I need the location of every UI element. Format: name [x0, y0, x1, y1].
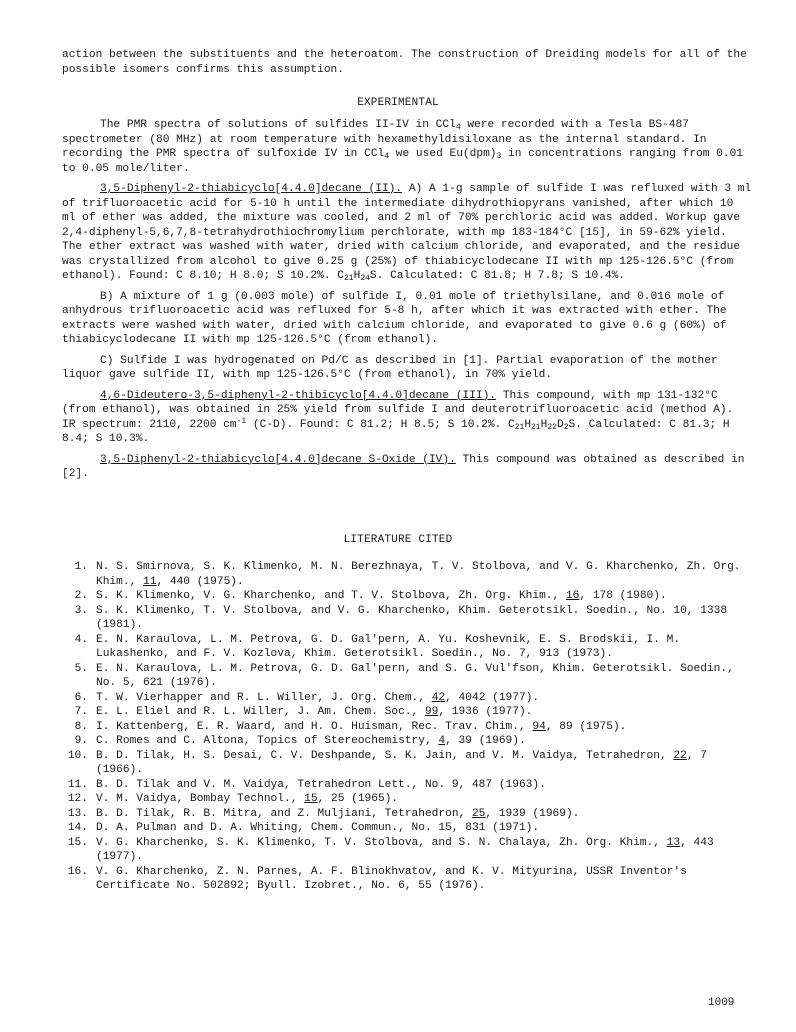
- reference-text: V. G. Kharchenko, S. K. Klimenko, T. V. Stolbova, and S. N. Chalaya, Zh. Org. Khim., 13, 443 (1977).: [96, 836, 714, 863]
- reference-number: 2.: [74, 590, 88, 602]
- reference-item: [62, 749, 754, 778]
- reference-number: 4.: [74, 633, 88, 646]
- reference-list: [62, 560, 754, 894]
- reference-number: 3.: [74, 604, 88, 617]
- compound-iii-title: 4,6-Dideutero-3,5-diphenyl-2-thibicyclo[4.4.0]decane (III).: [100, 389, 497, 402]
- compound-iv-title: 3,5-Diphenyl-2-thiabicyclo[4.4.0]decane S-Oxide (IV).: [100, 453, 456, 466]
- reference-item: [62, 865, 754, 894]
- method-b-paragraph: B) A mixture of 1 g (0.003 mole) of sulfide I, 0.01 mole of triethylsilane, and 0.016 mole of anhydrous trifluoroacetic acid was refluxed for 5-8 h, after which it was extracted with ether. The extracts were washed with water, dried with calcium chloride, and evaporated to give 0.6 g (60%) of thiabicyclodecane II with mp 125-126.5°C (from ethanol).: [62, 290, 727, 346]
- reference-item: [62, 604, 754, 633]
- reference-volume: 11: [143, 575, 157, 588]
- page-number: 1009: [708, 997, 735, 1009]
- reference-item: [62, 720, 754, 735]
- reference-volume: 16: [565, 590, 580, 602]
- reference-text: V. G. Kharchenko, Z. N. Parnes, A. F. Blinokhvatov, and K. V. Mityurina, USSR Inventor's Certificate No. 502892; Byull. Izobret., No. 6, 55 (1976).: [96, 865, 687, 892]
- reference-item: [62, 792, 754, 807]
- compound-iii-paragraph: 4,6-Dideutero-3,5-diphenyl-2-thibicyclo[4.4.0]decane (III). This compound, with mp 131-132°C (from ethanol), was obtained in 25% yield from sulfide I and deuterotrifluoroacetic acid (method A). IR spectrum: 2110, 2200 $cm^{-1}$ (C-D). Found: C 81.2; H 8.5; S 10.2%. $C_{21}H_{21}H_{22}D_2S$. Calculated: C 81.3; H 8.4; S 10.3%.: [62, 389, 734, 445]
- reference-volume: 4: [438, 735, 446, 747]
- method-c-paragraph: C) Sulfide I was hydrogenated on Pd/C as described in [1]. Partial evaporation of the mother liquor gave sulfide II, with mp 125-126.5°C (from ethanol), in 70% yield.: [62, 354, 718, 381]
- reference-text: S. K. Klimenko, V. G. Kharchenko, and T. V. Stolbova, Zh. Org. Khim., 16, 178 (1980).: [96, 590, 667, 602]
- reference-text: B. D. Tilak, R. B. Mitra, and Z. Muljiani, Tetrahedron, 25, 1939 (1969).: [96, 807, 580, 820]
- reference-number: 6.: [74, 691, 88, 704]
- reference-volume: 22: [673, 749, 687, 762]
- reference-text: N. S. Smirnova, S. K. Klimenko, M. N. Berezhnaya, T. V. Stolbova, and V. G. Kharchenko, Zh. Org. Khim., 11, 440 (1975).: [96, 561, 741, 588]
- reference-volume: 25: [471, 807, 486, 820]
- reference-text: B. D. Tilak and V. M. Vaidya, Tetrahedron Lett., No. 9, 487 (1963).: [96, 778, 546, 791]
- reference-item: [62, 821, 754, 836]
- reference-number: 11.: [67, 778, 88, 791]
- reference-number: 10.: [67, 749, 88, 762]
- reference-number: 12.: [67, 793, 88, 805]
- compound-iv-paragraph: 3,5-Diphenyl-2-thiabicyclo[4.4.0]decane S-Oxide (IV). This compound was obtained as described in [2].: [62, 453, 745, 480]
- reference-text: B. D. Tilak, H. S. Desai, C. V. Deshpande, S. K. Jain, and V. M. Vaidya, Tetrahedron, 22, 7 (1966).: [96, 749, 707, 776]
- reference-number: 8.: [74, 720, 88, 733]
- reference-item: [62, 836, 754, 865]
- reference-volume: 99: [424, 706, 439, 718]
- reference-text: E. N. Karaulova, L. M. Petrova, G. D. Gal'pern, and S. G. Vul'fson, Khim. Geterotsikl. Soedin., No. 5, 621 (1976).: [96, 662, 734, 689]
- pmr-paragraph: The PMR spectra of solutions of sulfides II-IV in CCl$_4$ were recorded with a Tesla BS-487 spectrometer (80 MHz) at room temperature with hexamethyldisiloxane as the internal standard. In recording the PMR spectra of sulfoxide IV in CCl$_4$ we used $Eu(dpm)_3$ in concentrations ranging from 0.01 to 0.05 mole/liter.: [62, 119, 744, 175]
- reference-number: 1.: [74, 561, 88, 573]
- reference-text: I. Kattenberg, E. R. Waard, and H. O. Huisman, Rec. Trav. Chim., 94, 89 (1975).: [96, 720, 627, 733]
- reference-number: 14.: [67, 822, 88, 834]
- intro-paragraph: [62, 48, 752, 77]
- reference-number: 16.: [67, 865, 88, 878]
- reference-number: 5.: [74, 662, 88, 675]
- reference-item: [62, 589, 754, 604]
- compound-ii-title: 3,5-Diphenyl-2-thiabicyclo[4.4.0]decane (II).: [100, 183, 403, 195]
- reference-volume: 42: [431, 691, 446, 704]
- reference-text: D. A. Pulman and D. A. Whiting, Chem. Commun., No. 15, 831 (1971).: [96, 822, 540, 834]
- reference-text: T. W. Vierhapper and R. L. Willer, J. Org. Chem., 42, 4042 (1977).: [96, 691, 540, 704]
- reference-text: V. M. Vaidya, Bombay Technol., 15, 25 (1965).: [96, 793, 399, 805]
- reference-volume: 15: [304, 793, 318, 805]
- reference-item: [62, 560, 754, 589]
- reference-volume: 13: [666, 836, 681, 849]
- reference-item: [62, 778, 754, 793]
- experimental-section: [62, 118, 752, 482]
- reference-text: C. Romes and C. Altona, Topics of Stereochemistry, 4, 39 (1969).: [96, 735, 526, 747]
- compound-ii-paragraph: 3,5-Diphenyl-2-thiabicyclo[4.4.0]decane (II). A) A 1-g sample of sulfide I was refluxed with 3 ml of trifluoroacetic acid for 5-10 h until the intermediate dihydrothiopyrans vanished, after which 10 ml of ether was added, the mixture was cooled, and 2 ml of 70% perchloric acid was added. Workup gave 2,4-diphenyl-5,6,7,8-tetrahydrothiochromylium perchlorate, with mp 183-184°C [15], in 59-62% yield. The ether extract was washed with water, dried with calcium chloride, and evaporated, and the residue was crystallized from alcohol to give 0.25 g (25%) of thiabicyclodecane II with mp 125-126.5°C (from ethanol). Found: C 8.10; H 8.0; S 10.2%. $C_{21}H_{24}S$. Calculated: C 81.8; H 7.8; S 10.4%.: [62, 183, 752, 283]
- reference-number: 13.: [67, 807, 88, 820]
- reference-text: E. N. Karaulova, L. M. Petrova, G. D. Gal'pern, A. Yu. Koshevnik, E. S. Brodskii, I. M. Lukashenko, and F. V. Kozlova, Khim. Geterotsikl. Soedin., No. 7, 913 (1973).: [96, 633, 681, 660]
- reference-number: 15.: [67, 836, 88, 849]
- reference-item: [62, 662, 754, 691]
- literature-heading: LITERATURE CITED: [343, 534, 453, 546]
- reference-number: 7.: [74, 706, 88, 718]
- reference-item: [62, 705, 754, 720]
- reference-text: S. K. Klimenko, T. V. Stolbova, and V. G. Kharchenko, Khim. Geterotsikl. Soedin., No. 10, 1338 (1981).: [96, 604, 728, 631]
- reference-item: [62, 734, 754, 749]
- reference-number: 9.: [74, 735, 88, 747]
- reference-item: [62, 691, 754, 706]
- reference-item: [62, 633, 754, 662]
- reference-text: E. L. Eliel and R. L. Willer, J. Am. Chem. Soc., 99, 1936 (1977).: [96, 706, 533, 718]
- reference-item: [62, 807, 754, 822]
- intro-text: action between the substituents and the heteroatom. The construction of Dreiding models for all of the possible isomers confirms this assumption.: [62, 49, 747, 76]
- experimental-heading: EXPERIMENTAL: [357, 97, 439, 109]
- reference-volume: 94: [532, 720, 546, 733]
